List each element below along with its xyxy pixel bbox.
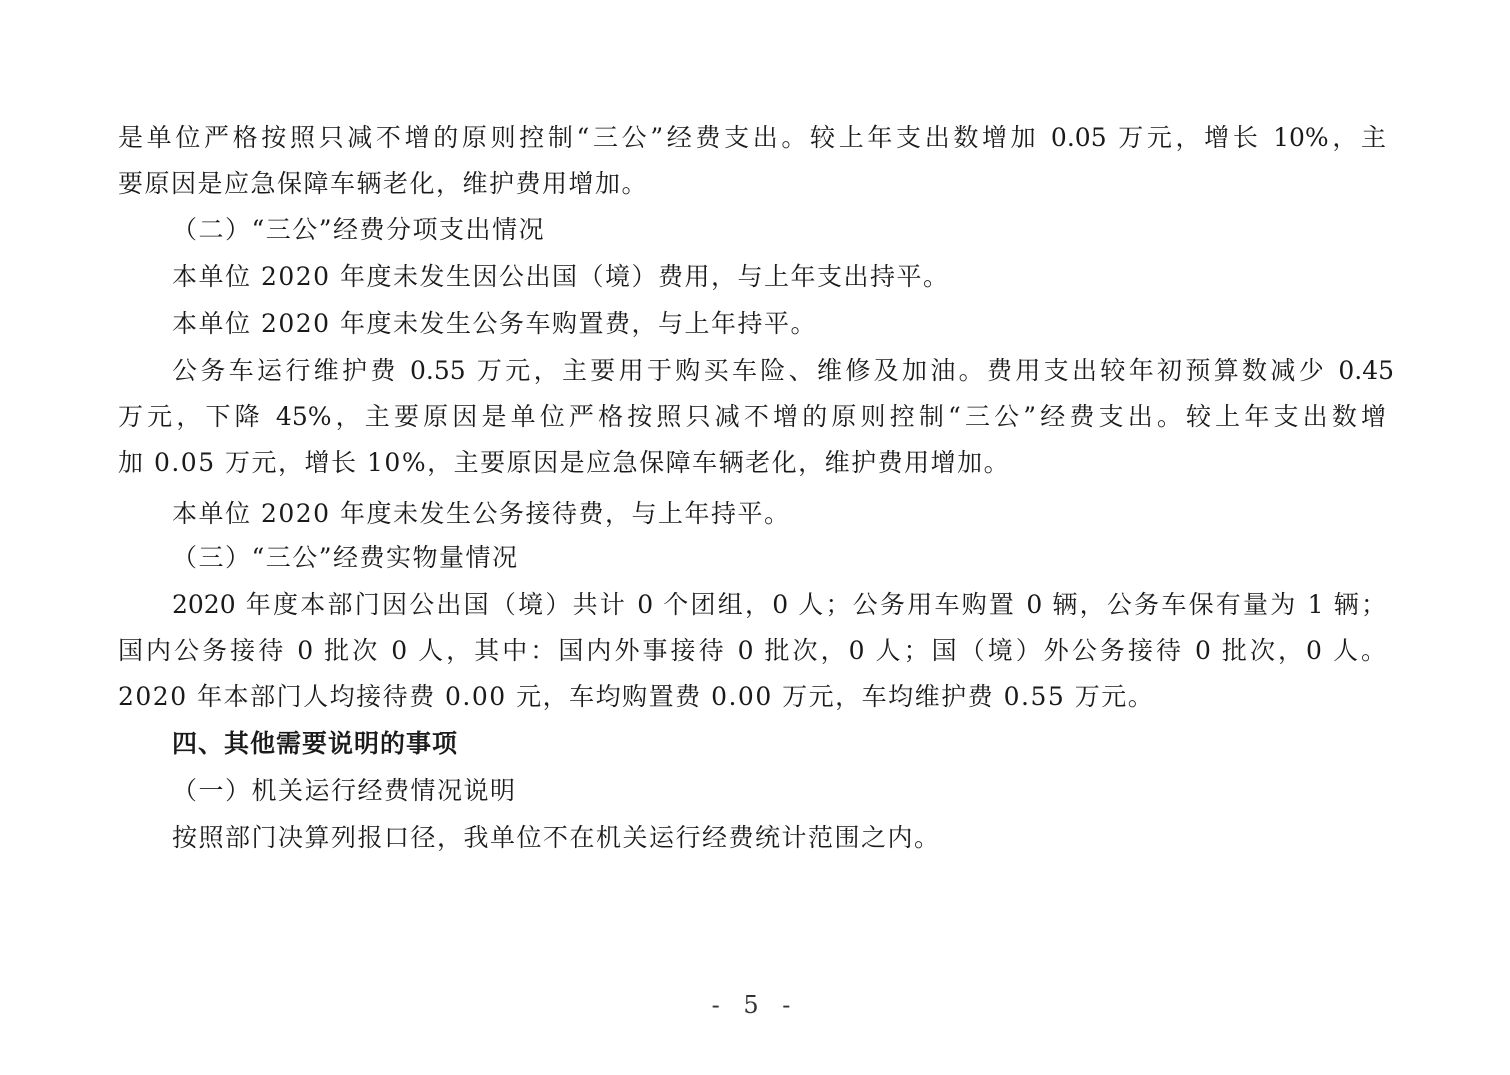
paragraph-line: 本单位 2020 年度未发生因公出国（境）费用，与上年支出持平。 [172, 262, 950, 291]
section-heading: 四、其他需要说明的事项 [172, 729, 459, 758]
section-subheading: （二）“三公”经费分项支出情况 [172, 215, 546, 244]
paragraph-line: 加 0.05 万元，增长 10%，主要原因是应急保障车辆老化，维护费用增加。 [118, 448, 1011, 477]
paragraph-line: 本单位 2020 年度未发生公务接待费，与上年持平。 [172, 499, 791, 528]
paragraph-line: 按照部门决算列报口径，我单位不在机关运行经费统计范围之内。 [172, 823, 941, 852]
section-subheading: （一）机关运行经费情况说明 [172, 776, 517, 805]
section-subheading: （三）“三公”经费实物量情况 [172, 543, 519, 572]
paragraph-line: 2020 年度本部门因公出国（境）共计 0 个团组，0 人；公务用车购置 0 辆，公务车保有量为 1 辆； [172, 590, 1386, 619]
paragraph-line: 万元，下降 45%，主要原因是单位严格按照只减不增的原则控制“三公”经费支出。较上年支出数增 [118, 402, 1386, 431]
paragraph-line: 国内公务接待 0 批次 0 人，其中：国内外事接待 0 批次，0 人；国（境）外公务接待 0 批次，0 人。 [118, 636, 1386, 665]
paragraph-line: 要原因是应急保障车辆老化，维护费用增加。 [118, 169, 649, 198]
paragraph-line: 是单位严格按照只减不增的原则控制“三公”经费支出。较上年支出数增加 0.05 万元，增长 10%，主 [118, 123, 1386, 152]
paragraph-line: 本单位 2020 年度未发生公务车购置费，与上年持平。 [172, 309, 818, 338]
paragraph-line: 2020 年本部门人均接待费 0.00 元，车均购置费 0.00 万元，车均维护费 0.55 万元。 [118, 682, 1155, 711]
paragraph-line: 公务车运行维护费 0.55 万元，主要用于购买车险、维修及加油。费用支出较年初预算数减少 0.45 [172, 356, 1395, 385]
page-number: - 5 - [711, 991, 799, 1019]
